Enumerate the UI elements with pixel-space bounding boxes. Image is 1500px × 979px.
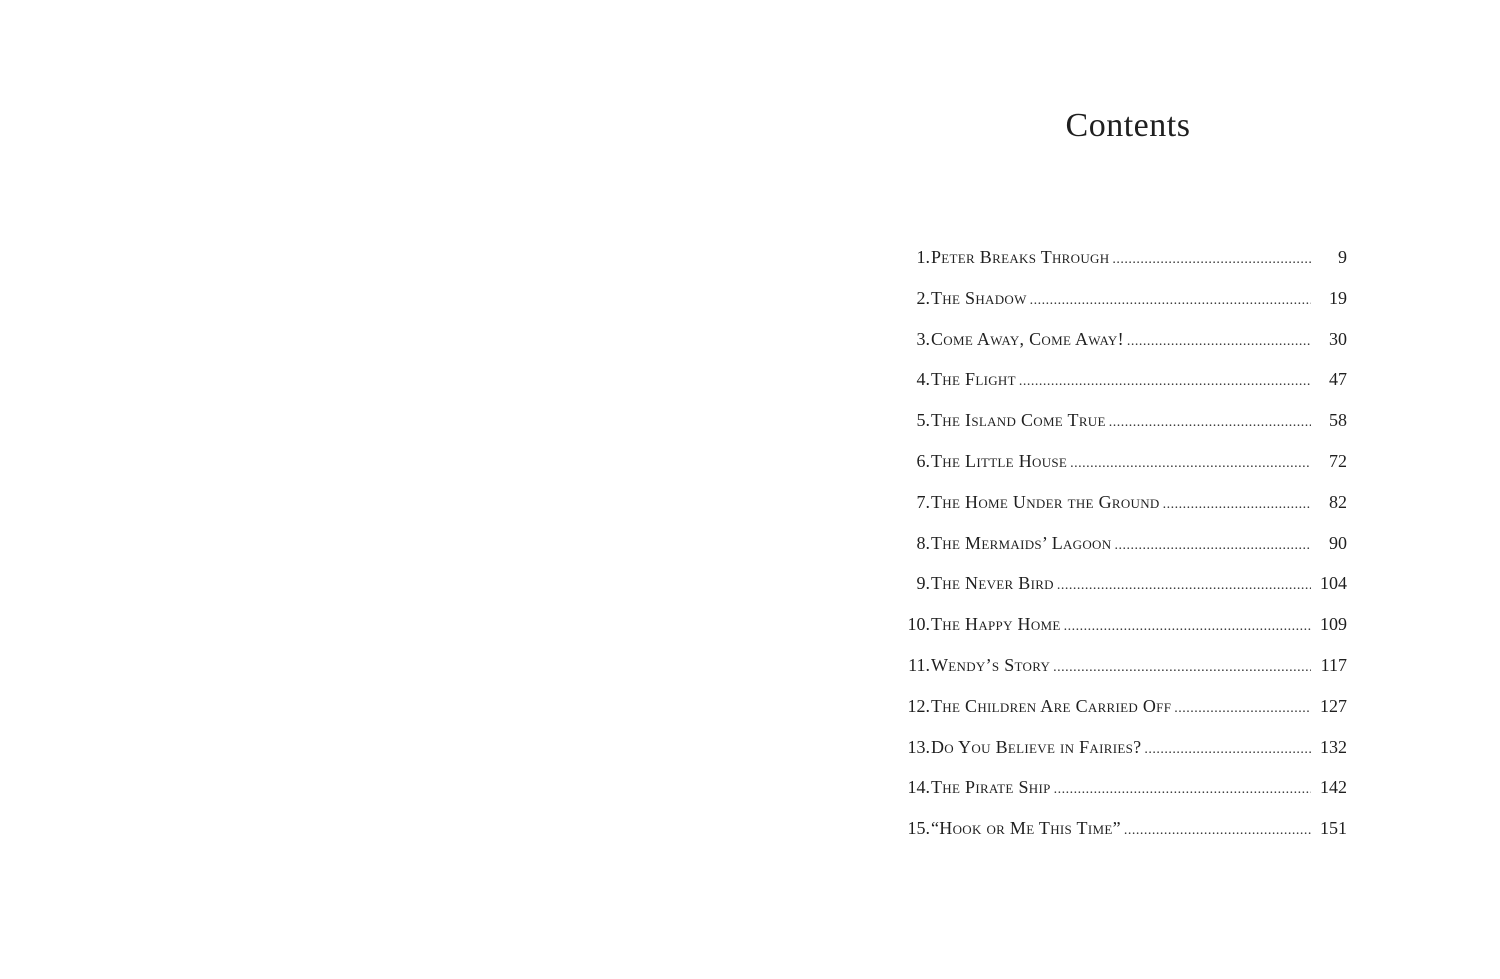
chapter-title: The Children Are Carried Off [931, 695, 1172, 716]
dot-leader [1127, 325, 1311, 359]
chapter-title: The Little House [931, 450, 1068, 471]
toc-entry [900, 403, 1347, 444]
chapter-page: 151 [1320, 818, 1347, 839]
chapter-page: 104 [1320, 573, 1347, 594]
chapter-title: The Mermaids’ Lagoon [931, 532, 1112, 553]
chapter-page: 142 [1320, 777, 1347, 798]
chapter-title: “Hook or Me This Time” [931, 818, 1121, 839]
dot-leader [1163, 488, 1311, 522]
chapter-page: 47 [1329, 369, 1347, 390]
chapter-title: The Island Come True [931, 410, 1106, 431]
chapter-title: The Shadow [931, 287, 1027, 308]
chapter-page: 127 [1320, 695, 1347, 716]
chapter-title: The Never Bird [931, 573, 1054, 594]
chapter-number: 9. [916, 573, 930, 594]
dot-leader [1057, 569, 1311, 603]
chapter-number: 2. [916, 287, 930, 308]
toc-entry [900, 444, 1347, 485]
dot-leader [1064, 610, 1311, 644]
table-of-contents [900, 240, 1347, 852]
toc-entry [900, 770, 1347, 811]
dot-leader [1053, 651, 1311, 685]
toc-entry [900, 240, 1347, 281]
toc-entry [900, 485, 1347, 526]
toc-entry [900, 322, 1347, 363]
page-title: Contents [1065, 107, 1191, 144]
chapter-page: 30 [1329, 328, 1347, 349]
chapter-number: 1. [916, 247, 930, 267]
toc-entry [900, 526, 1347, 567]
chapter-number: 7. [916, 491, 930, 512]
chapter-page: 82 [1329, 491, 1347, 512]
chapter-number: 4. [916, 369, 930, 390]
chapter-title: The Home Under the Ground [931, 491, 1160, 512]
dot-leader [1054, 773, 1311, 807]
toc-entry [900, 689, 1347, 730]
chapter-page: 132 [1320, 736, 1347, 757]
chapter-page: 72 [1329, 450, 1347, 471]
dot-leader [1109, 406, 1311, 440]
dot-leader [1174, 692, 1311, 726]
chapter-title: The Flight [931, 369, 1016, 390]
chapter-title: The Pirate Ship [931, 777, 1051, 798]
chapter-number: 12. [907, 695, 930, 716]
toc-entry [900, 648, 1347, 689]
toc-entry [900, 811, 1347, 852]
dot-leader [1124, 814, 1311, 848]
chapter-page: 109 [1320, 614, 1347, 635]
chapter-number: 13. [907, 736, 930, 757]
chapter-title: Peter Breaks Through [931, 247, 1110, 267]
dot-leader [1114, 529, 1311, 563]
chapter-page: 19 [1329, 287, 1347, 308]
chapter-number: 8. [916, 532, 930, 553]
chapter-page: 58 [1329, 410, 1347, 431]
chapter-number: 6. [916, 450, 930, 471]
toc-entry [900, 281, 1347, 322]
toc-entry [900, 566, 1347, 607]
dot-leader [1030, 284, 1311, 318]
toc-entry [900, 607, 1347, 648]
chapter-page: 9 [1338, 247, 1347, 267]
chapter-number: 10. [907, 614, 930, 635]
chapter-number: 3. [916, 328, 930, 349]
chapter-number: 11. [908, 654, 930, 675]
toc-entry [900, 730, 1347, 771]
dot-leader [1019, 365, 1311, 399]
chapter-number: 15. [907, 818, 930, 839]
toc-entry [900, 362, 1347, 403]
chapter-number: 14. [907, 777, 930, 798]
chapter-page: 117 [1320, 654, 1347, 675]
chapter-page: 90 [1329, 532, 1347, 553]
chapter-title: The Happy Home [931, 614, 1061, 635]
chapter-title: Do You Believe in Fairies? [931, 736, 1142, 757]
dot-leader [1070, 447, 1311, 481]
chapter-number: 5. [916, 410, 930, 431]
chapter-title: Wendy’s Story [931, 654, 1051, 675]
chapter-title: Come Away, Come Away! [931, 328, 1124, 349]
dot-leader [1144, 733, 1311, 767]
dot-leader [1112, 243, 1311, 277]
